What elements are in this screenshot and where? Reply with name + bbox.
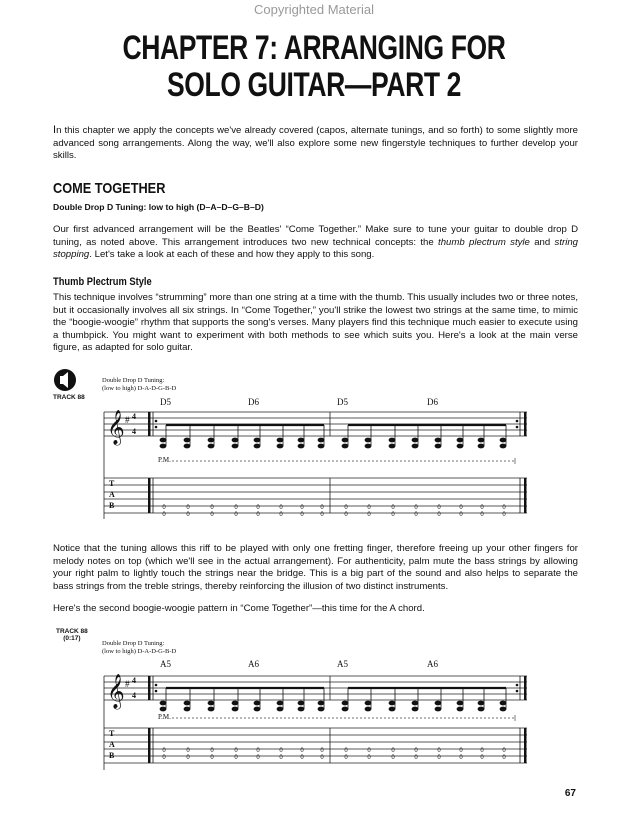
svg-text:0: 0 [459,512,463,518]
chord-name: A6 [427,659,438,669]
intro-text: n this chapter we apply the concepts we've already covered (capos, alternate tunings, and so forth) to some slightly more advanced song arrangements. Along the way, we'll also explore some new fingerstyle techniques to further develop your skills. [53,125,578,161]
tab-letter-t: T [109,729,115,738]
section-text-b: and [529,236,555,248]
svg-text:0: 0 [437,512,441,518]
svg-text:0: 0 [367,512,371,518]
tab-letter-t: T [109,479,115,488]
svg-text:0: 0 [210,748,214,754]
tuning-note-1-line2: (low to high) D-A-D-G-B-D [102,385,177,392]
svg-text:0: 0 [367,755,371,761]
svg-text:0: 0 [320,505,324,511]
svg-text:0: 0 [279,512,283,518]
svg-text:0: 0 [162,748,166,754]
chord-name: D6 [248,397,259,407]
tuning-label: Double Drop D Tuning: low to high (D–A–D–G–B–D) [53,202,264,212]
svg-text:0: 0 [437,748,441,754]
svg-text:0: 0 [234,505,238,511]
svg-text:0: 0 [502,748,506,754]
svg-text:0: 0 [367,748,371,754]
svg-text:4: 4 [132,676,136,685]
tuning-note-2-line1: Double Drop D Tuning: [102,640,165,647]
svg-text:0: 0 [186,748,190,754]
track-label-2 [56,628,88,642]
tuning-note-1-line1: Double Drop D Tuning: [102,377,165,384]
track-label-2-number: TRACK 88 [56,628,88,635]
tab-letter-b: B [109,751,115,760]
chapter-title-line1: CHAPTER 7: ARRANGING FOR [122,29,506,67]
palm-mute-label: P.M. [158,456,171,464]
tab-letter-b: B [109,501,115,510]
tab-letter-a: A [109,490,115,499]
svg-text:0: 0 [256,512,260,518]
svg-text:0: 0 [162,755,166,761]
svg-text:0: 0 [414,755,418,761]
svg-text:4: 4 [132,427,136,436]
svg-text:0: 0 [186,505,190,511]
body-paragraph-2: Notice that the tuning allows this riff to be played with only one fretting finger, therefore freeing up your other fingers for melody notes on top (which we'll see in the actual arrangement). For authenticity, palm mute the bass strings by allowing your right palm to lightly touch the strings near the bridge. This is a big part of the sound and also helps to separate the bass strings from the treble strings, thereby reinforcing the illusion of two distinct instruments. [53,543,578,592]
svg-text:0: 0 [480,505,484,511]
svg-text:0: 0 [459,748,463,754]
svg-text:0: 0 [210,505,214,511]
dropcap: I [53,124,57,136]
svg-text:𝄞: 𝄞 [107,674,125,709]
svg-text:𝄞: 𝄞 [107,410,125,445]
svg-text:0: 0 [279,505,283,511]
svg-text:0: 0 [414,512,418,518]
tuning-note-2-line2: (low to high) D-A-D-G-B-D [102,648,177,655]
subsection-heading: Thumb Plectrum Style [53,276,152,288]
chapter-title-line2: SOLO GUITAR—PART 2 [166,66,462,104]
watermark: Copyrighted Material [254,2,374,17]
svg-text:0: 0 [391,748,395,754]
emphasis-string-stopping: string stopping [53,236,578,260]
page-number: 67 [564,788,576,799]
svg-text:0: 0 [279,748,283,754]
svg-text:0: 0 [300,512,304,518]
svg-text:0: 0 [437,755,441,761]
section-heading: COME TOGETHER [53,180,166,197]
svg-text:0: 0 [320,748,324,754]
svg-text:0: 0 [344,505,348,511]
svg-text:0: 0 [414,505,418,511]
svg-text:0: 0 [186,755,190,761]
svg-text:0: 0 [234,755,238,761]
svg-text:0: 0 [502,755,506,761]
svg-text:0: 0 [502,505,506,511]
svg-text:0: 0 [391,505,395,511]
svg-text:0: 0 [391,512,395,518]
svg-text:0: 0 [234,748,238,754]
chord-name: D5 [160,397,171,407]
svg-text:4: 4 [132,412,136,421]
svg-text:0: 0 [300,505,304,511]
svg-text:0: 0 [162,512,166,518]
track-label-2-time: (0:17) [63,635,81,642]
subsection-paragraph: This technique involves “strumming” more than one string at a time with the thumb. This usually includes two or three notes, but it occasionally involves all six strings. In “Come Together,” you'll strike the lowest two strings at the same time, to mimic the “boogie-woogie” rhythm that supports the song's verses. Many players find this technique much easier to execute using a thumbpick. You might want to experiment with both methods to see which suits you. Here's a look at the main verse figure, as adapted for solo guitar. [53,292,578,353]
svg-text:4: 4 [132,691,136,700]
svg-text:0: 0 [414,748,418,754]
chord-name: D6 [427,397,438,407]
svg-text:0: 0 [320,755,324,761]
svg-text:0: 0 [210,755,214,761]
section-text-a: Our first advanced arrangement will be the Beatles' “Come Together.” Make sure to tune your guitar to double drop D tuning, as noted above. This arrangement introduces two new technical concepts: the [53,224,578,248]
tab-letters [109,728,115,761]
svg-text:0: 0 [391,755,395,761]
svg-text:#: # [125,415,130,425]
svg-text:0: 0 [367,505,371,511]
svg-text:0: 0 [344,755,348,761]
chord-name: A5 [160,659,171,669]
svg-text:0: 0 [459,505,463,511]
svg-text:0: 0 [256,748,260,754]
svg-text:0: 0 [480,755,484,761]
svg-text:0: 0 [480,512,484,518]
svg-text:0: 0 [459,755,463,761]
svg-text:0: 0 [300,755,304,761]
chord-name: D5 [337,397,348,407]
svg-text:0: 0 [186,512,190,518]
svg-text:0: 0 [300,748,304,754]
svg-text:0: 0 [480,748,484,754]
section-text-c: . Let's take a look at each of these and how they apply to this song. [89,249,375,260]
svg-text:0: 0 [344,512,348,518]
svg-text:0: 0 [279,755,283,761]
svg-text:0: 0 [502,512,506,518]
chord-name: A6 [248,659,259,669]
emphasis-thumb-plectrum: thumb plectrum style [438,236,530,248]
chord-name: A5 [337,659,348,669]
svg-text:0: 0 [234,512,238,518]
body-paragraph-3: Here's the second boogie-woogie pattern in “Come Together”—this time for the A chord. [53,603,425,614]
tab-letter-a: A [109,740,115,749]
svg-text:0: 0 [256,755,260,761]
svg-text:0: 0 [210,512,214,518]
track-label-1: TRACK 88 [53,394,85,401]
palm-mute-label: P.M. [158,713,171,721]
svg-text:#: # [125,679,130,689]
svg-text:0: 0 [344,748,348,754]
svg-text:0: 0 [320,512,324,518]
tuning-note-2 [102,640,176,656]
svg-text:0: 0 [437,505,441,511]
svg-text:0: 0 [162,505,166,511]
svg-text:0: 0 [256,505,260,511]
